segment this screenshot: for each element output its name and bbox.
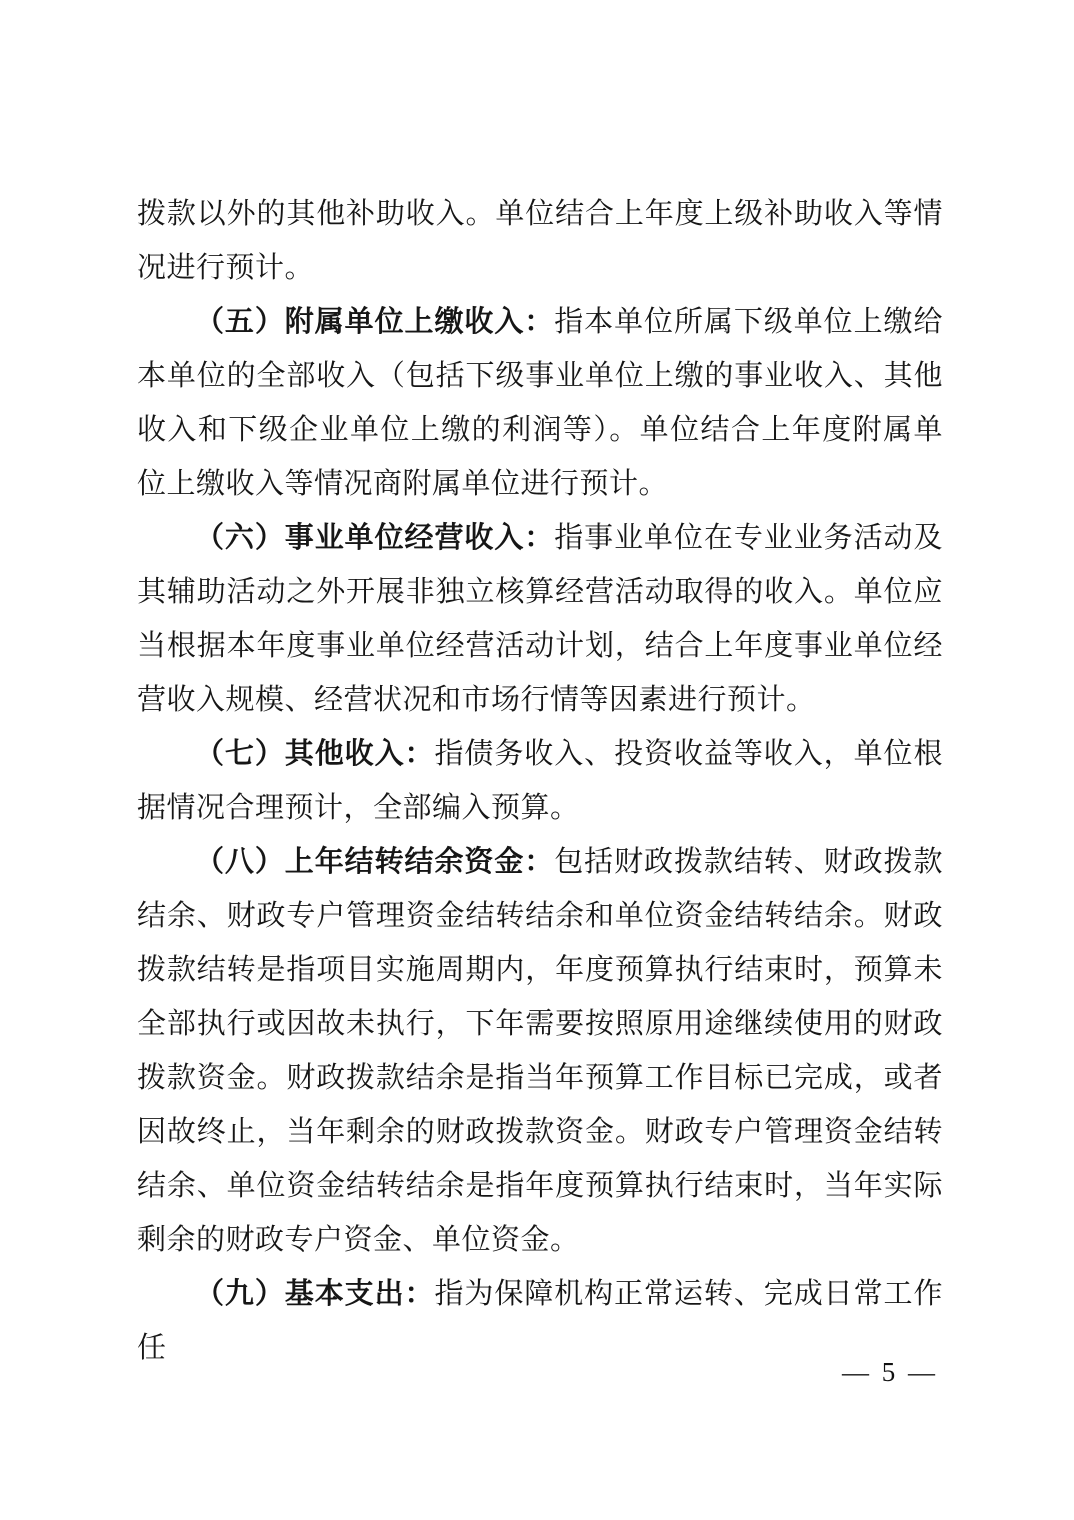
paragraph-heading: （五）附属单位上缴收入： xyxy=(195,306,555,338)
paragraph-heading: （九）基本支出： xyxy=(195,1278,435,1310)
paragraph-heading: （六）事业单位经营收入： xyxy=(195,522,555,554)
paragraph-item-9 xyxy=(137,1267,943,1375)
paragraph-heading: （八）上年结转结余资金： xyxy=(195,846,555,878)
paragraph-item-5 xyxy=(137,295,943,511)
paragraph-text: 拨款以外的其他补助收入。单位结合上年度上级补助收入等情况进行预计。 xyxy=(137,198,943,284)
paragraph-item-8 xyxy=(137,835,943,1267)
paragraph-text: 指本单位所属下级单位上缴给本单位的全部收入（包括下级事业单位上缴的事业收入、其他收入和下级企业单位上缴的利润等）。单位结合上年度附属单位上缴收入等情况商附属单位进行预计。 xyxy=(137,306,943,500)
document-body xyxy=(137,187,943,1375)
paragraph-text: 指为保障机构正常运转、完成日常工作任 xyxy=(137,1278,943,1364)
paragraph-item-6 xyxy=(137,511,943,727)
paragraph-text: 指事业单位在专业业务活动及其辅助活动之外开展非独立核算经营活动取得的收入。单位应当根据本年度事业单位经营活动计划，结合上年度事业单位经营收入规模、经营状况和市场行情等因素进行预计。 xyxy=(137,522,943,716)
paragraph-text: 包括财政拨款结转、财政拨款结余、财政专户管理资金结转结余和单位资金结转结余。财政拨款结转是指项目实施周期内，年度预算执行结束时，预算未全部执行或因故未执行，下年需要按照原用途继续使用的财政拨款资金。财政拨款结余是指当年预算工作目标已完成，或者因故终止，当年剩余的财政拨款资金。财政专户管理资金结转结余、单位资金结转结余是指年度预算执行结束时，当年实际剩余的财政专户资金、单位资金。 xyxy=(137,846,943,1256)
paragraph-item-7 xyxy=(137,727,943,835)
paragraph-text: 指债务收入、投资收益等收入，单位根据情况合理预计，全部编入预算。 xyxy=(137,738,943,824)
page-number: — 5 — xyxy=(842,1357,938,1387)
paragraph-continuation xyxy=(137,187,943,295)
paragraph-heading: （七）其他收入： xyxy=(195,738,435,770)
